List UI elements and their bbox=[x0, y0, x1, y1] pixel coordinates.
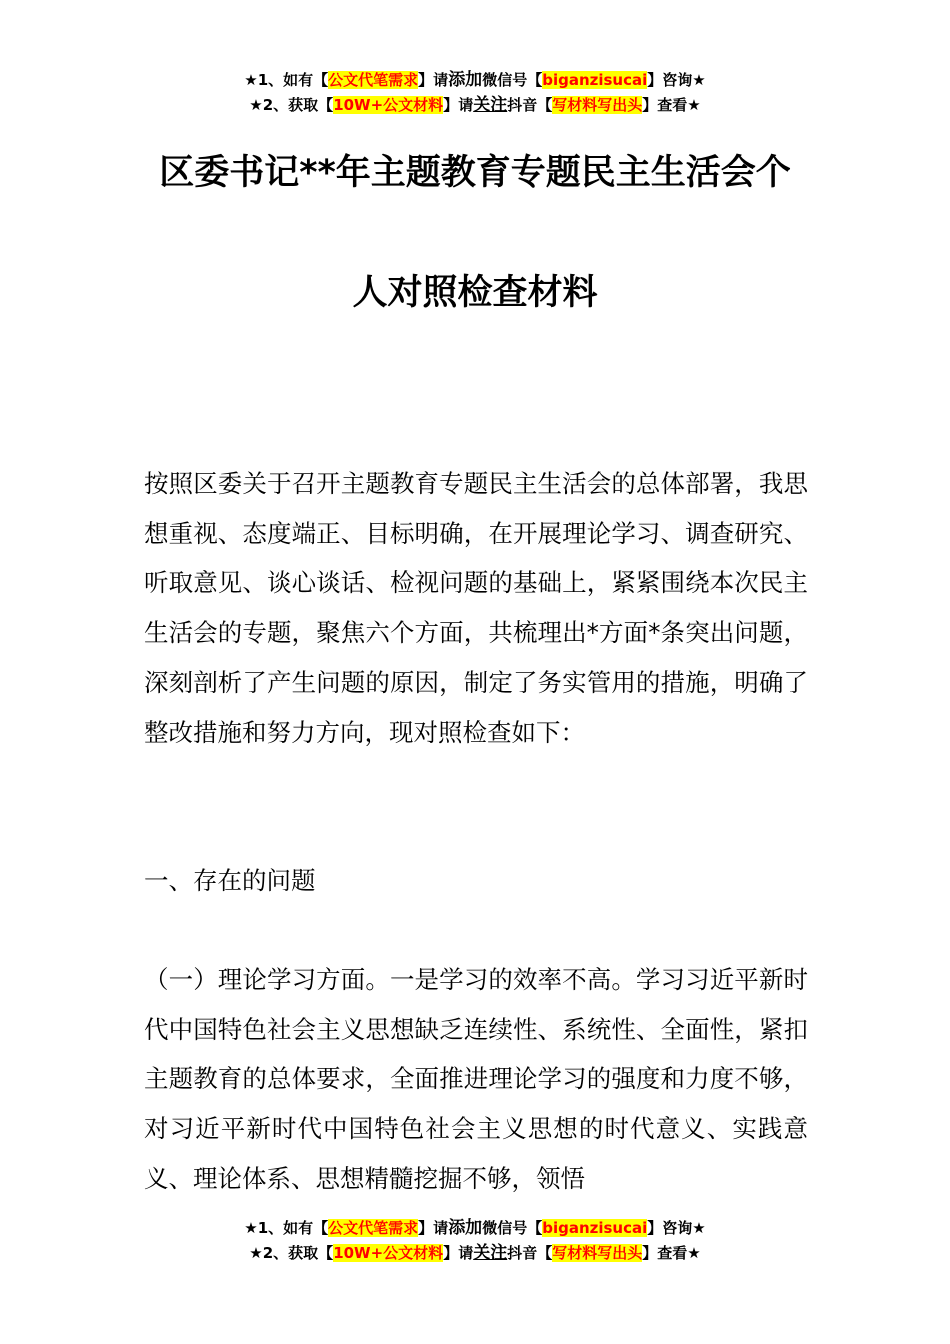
ad-highlight-douyin: 写材料写出头 bbox=[552, 96, 643, 114]
ad-highlight-wechat-id: biganzisucai bbox=[542, 1219, 648, 1237]
ad-text: 】请 bbox=[418, 1219, 449, 1237]
header-ad-line-1 bbox=[0, 70, 950, 90]
section-heading-problems: 一、存在的问题 bbox=[144, 866, 316, 895]
ad-text: 】咨询★ bbox=[647, 1219, 706, 1237]
ad-text: 微信号【 bbox=[482, 1219, 543, 1237]
ad-text: 抖音【 bbox=[507, 96, 553, 114]
ad-text: ★1、如有【 bbox=[244, 1219, 329, 1237]
ad-text: 抖音【 bbox=[507, 1244, 553, 1262]
ad-text: ★2、获取【 bbox=[249, 1244, 334, 1262]
ad-highlight-wechat-id: biganzisucai bbox=[542, 71, 648, 89]
footer-ad-line-2 bbox=[0, 1243, 950, 1263]
ad-text: 】请 bbox=[443, 1244, 474, 1262]
ad-highlight-service: 公文代笔需求 bbox=[328, 71, 419, 89]
ad-text: 微信号【 bbox=[482, 71, 543, 89]
ad-emphasis: 关注 bbox=[473, 1243, 508, 1263]
ad-emphasis: 添加 bbox=[448, 1218, 483, 1238]
ad-emphasis: 关注 bbox=[473, 95, 508, 115]
ad-text: ★1、如有【 bbox=[244, 71, 329, 89]
ad-text: 】查看★ bbox=[642, 96, 701, 114]
ad-text: 】查看★ bbox=[642, 1244, 701, 1262]
document-title-line-2: 人对照检查材料 bbox=[352, 273, 598, 313]
footer-ad-line-1 bbox=[0, 1218, 950, 1238]
ad-highlight-douyin: 写材料写出头 bbox=[552, 1244, 643, 1262]
ad-highlight-materials: 10W+公文材料 bbox=[333, 96, 444, 114]
ad-emphasis: 添加 bbox=[448, 70, 483, 90]
document-title-line-1: 区委书记**年主题教育专题民主生活会个 bbox=[159, 153, 791, 193]
ad-text: 】请 bbox=[443, 96, 474, 114]
ad-text: 】咨询★ bbox=[647, 71, 706, 89]
header-ad-line-2 bbox=[0, 95, 950, 115]
ad-highlight-service: 公文代笔需求 bbox=[328, 1219, 419, 1237]
intro-paragraph: 按照区委关于召开主题教育专题民主生活会的总体部署，我思想重视、态度端正、目标明确，在开展理论学习、调查研究、听取意见、谈心谈话、检视问题的基础上，紧紧围绕本次民主生活会的专题，聚焦六个方面，共梳理出*方面*条突出问题，深刻剖析了产生问题的原因，制定了务实管用的措施，明确了整改措施和努力方向，现对照检查如下： bbox=[144, 469, 808, 747]
ad-text: 】请 bbox=[418, 71, 449, 89]
ad-text: ★2、获取【 bbox=[249, 96, 334, 114]
section-paragraph-theory: （一）理论学习方面。一是学习的效率不高。学习习近平新时代中国特色社会主义思想缺乏连续性、系统性、全面性，紧扣主题教育的总体要求，全面推进理论学习的强度和力度不够，对习近平新时代中国特色社会主义思想的时代意义、实践意义、理论体系、思想精髓挖掘不够，领悟 bbox=[144, 965, 808, 1193]
ad-highlight-materials: 10W+公文材料 bbox=[333, 1244, 444, 1262]
